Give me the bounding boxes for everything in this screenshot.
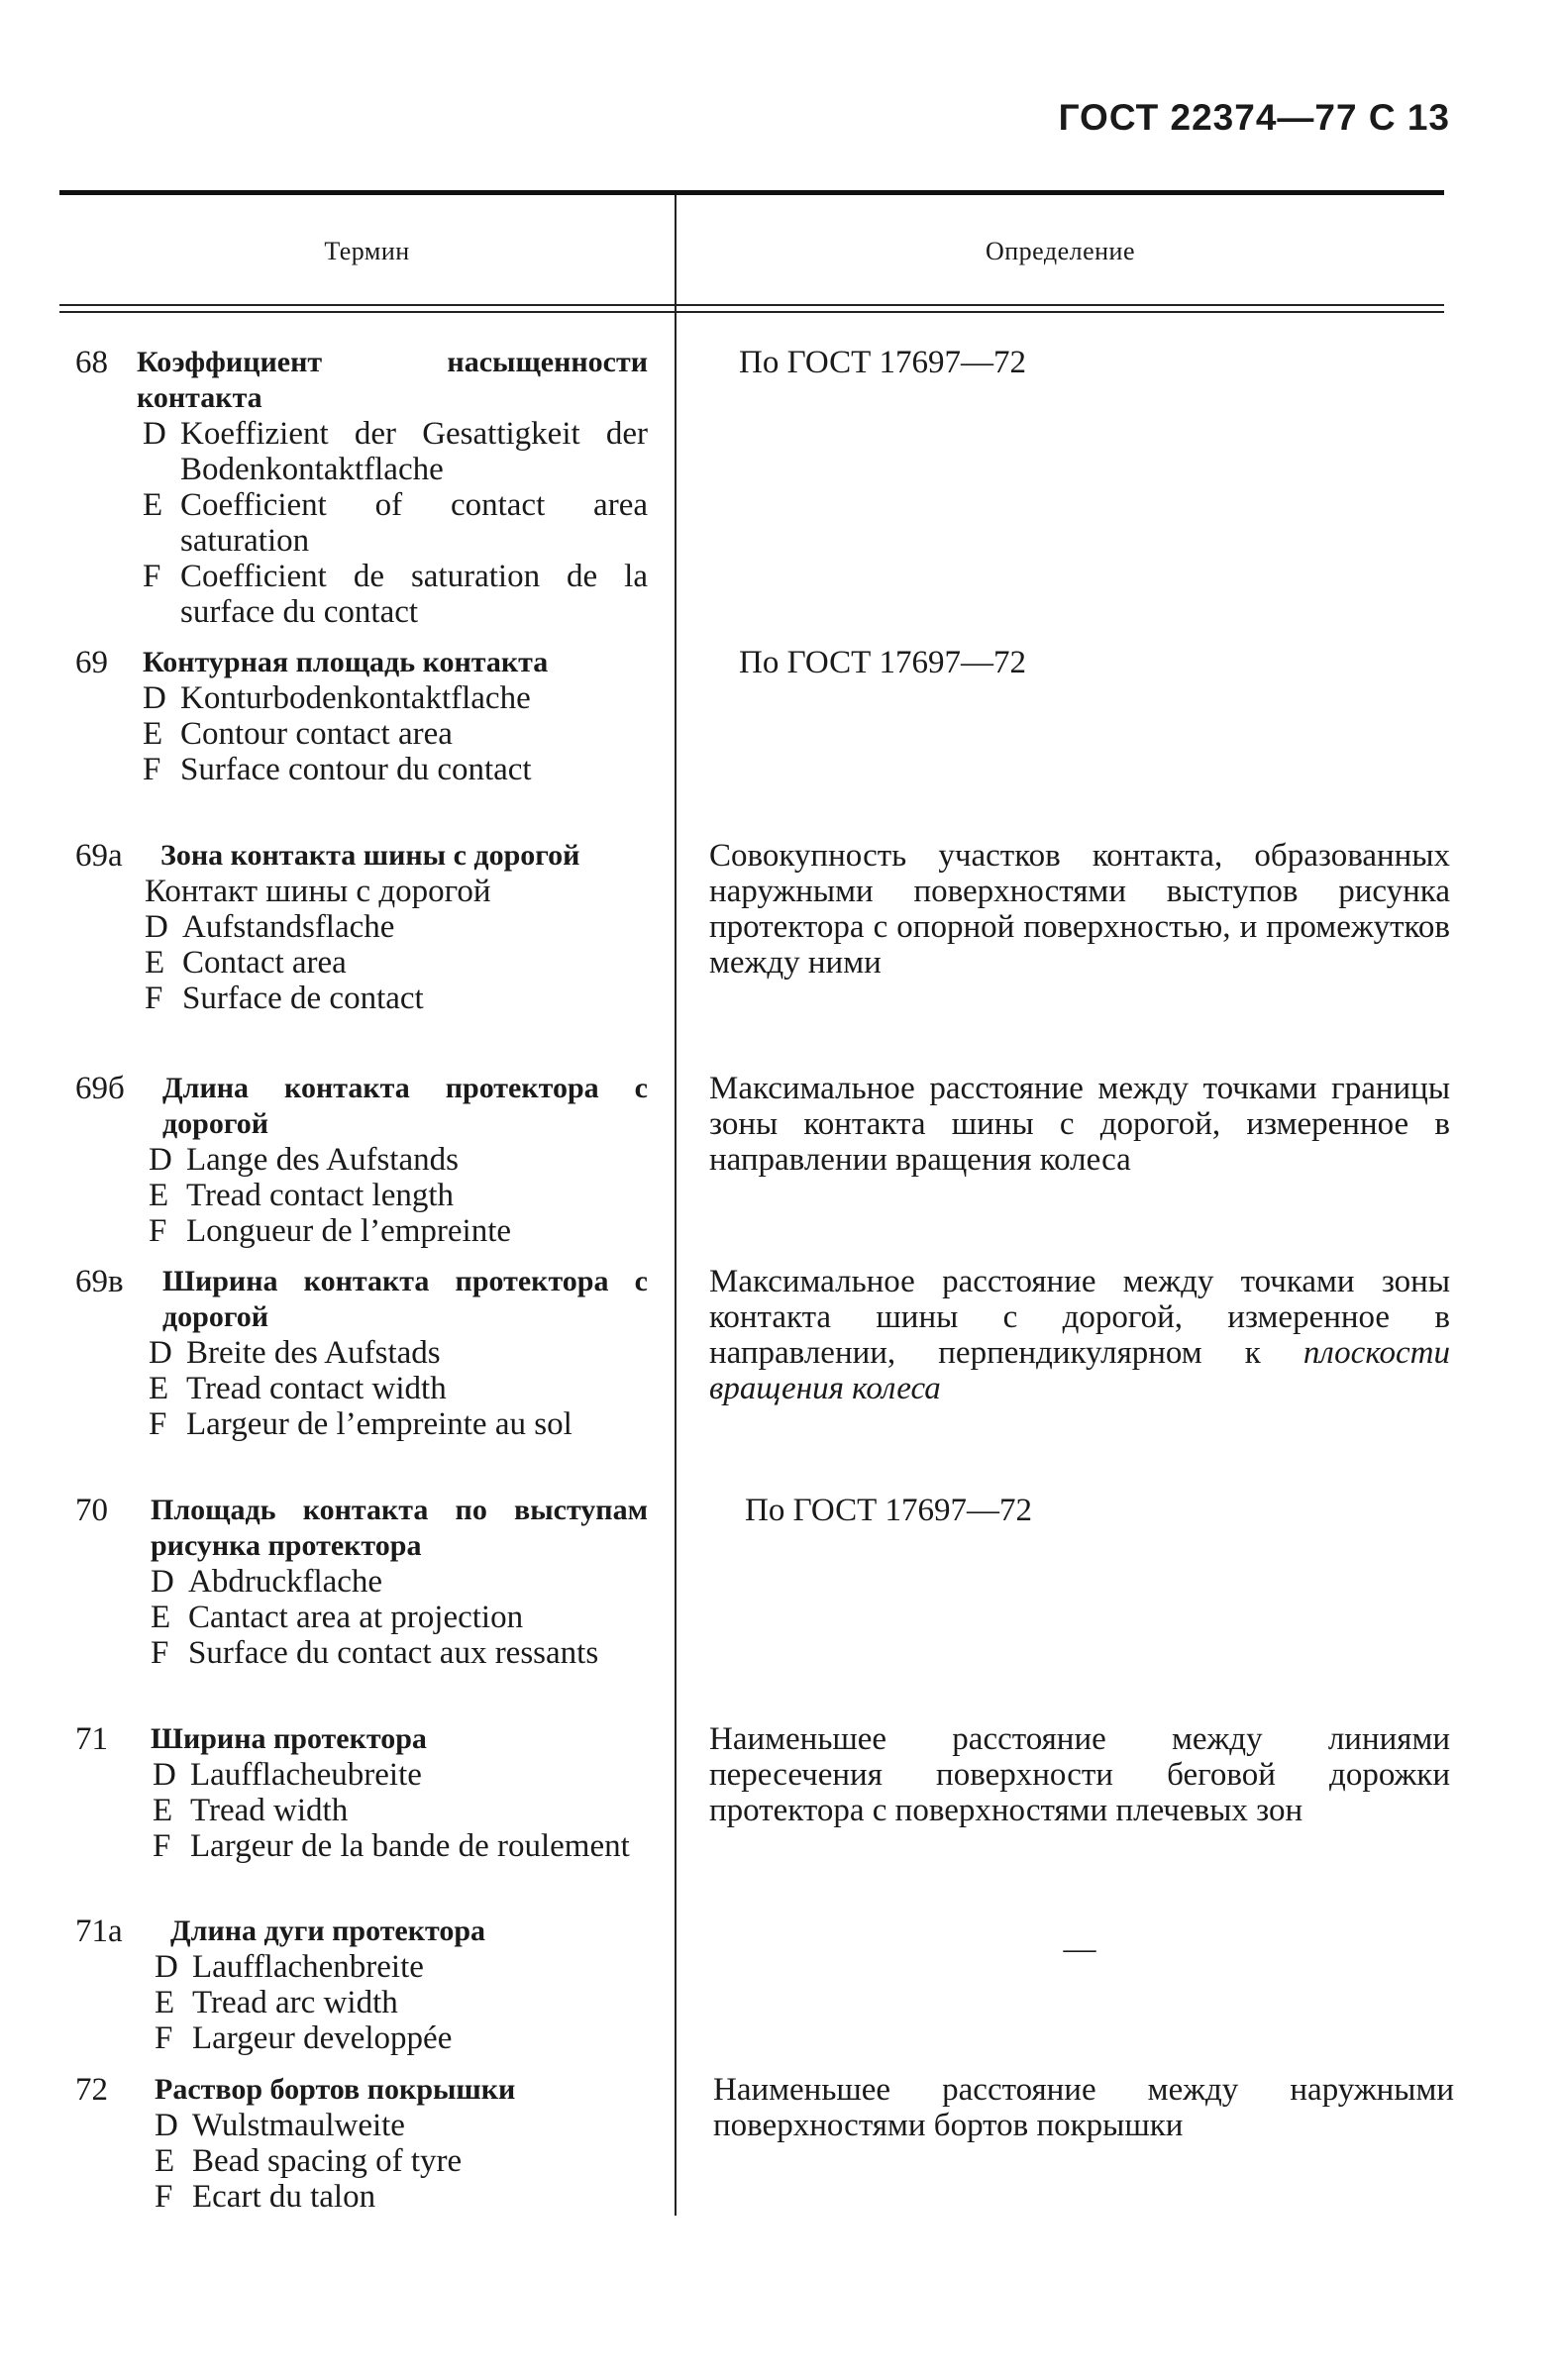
term-cell [75,1264,648,1442]
term-number: 68 [75,345,108,380]
translation-line [149,1371,648,1406]
translation-text: Surface contour du contact [180,752,532,787]
translation-line [143,416,648,487]
term-cell [75,645,648,787]
definition-cell: По ГОСТ 17697—72 [739,345,1026,380]
translation-line [153,1793,648,1828]
lang-code: D [149,1142,172,1178]
translation-text: Aufstandsflache [182,909,395,945]
definition-cell: — [1063,1931,1096,1967]
translation-line [143,716,648,752]
lang-code: E [143,716,163,752]
term-name: Длина дуги протектора [170,1914,486,1947]
lang-code: F [143,559,161,594]
translation-text: Laufflacheubreite [190,1757,422,1793]
translation-text: Breite des Aufstads [186,1335,441,1371]
translation-line [143,487,648,559]
lang-code: D [145,909,168,945]
translation-text: Abdruckflache [188,1564,383,1600]
table-header [59,195,1444,304]
translation-text: Ecart du talon [192,2179,376,2215]
lang-code: D [155,1949,178,1985]
translation-line [155,2143,648,2179]
translation-line [143,559,648,630]
translation-text: Tread width [190,1793,349,1828]
translation-line [149,1142,648,1178]
lang-code: F [155,2179,173,2215]
translation-line [153,1828,648,1864]
term-cell [75,838,648,1016]
translation-text: Tread contact length [186,1178,455,1213]
translation-line [151,1564,648,1600]
translation-line [149,1213,648,1249]
lang-code: E [149,1178,169,1213]
term-name: Коэффициент насыщенности контакта [137,346,648,414]
definition-cell: Совокупность участков контакта, образованных наружными поверхностями выступов рисунка протектора с опорной поверхностью, и промежутков между ними [709,838,1450,981]
lang-code: D [155,2108,178,2143]
term-cell [75,1071,648,1249]
translations [155,2108,648,2215]
term-cell [75,2072,648,2215]
column-divider [675,195,677,2216]
translation-line [155,2179,648,2215]
term-number: 71а [75,1914,123,1949]
lang-code: E [155,1985,175,2020]
translation-line [155,1949,648,1985]
lang-code: F [151,1635,169,1671]
term-number: 69в [75,1264,124,1299]
translation-text: Surface du contact aux ressants [188,1635,599,1671]
header-rule [59,311,1444,313]
translation-line [145,945,648,981]
definition-cell: По ГОСТ 17697—72 [739,645,1026,680]
term-synonym: Контакт шины с дорогой [145,874,491,909]
translation-line [143,680,648,716]
term-cell [75,1914,648,2056]
translations [143,416,648,630]
term-cell [75,345,648,630]
lang-code: E [153,1793,173,1828]
translation-text: Largeur de l’empreinte au sol [186,1406,573,1442]
translation-line [149,1178,648,1213]
translation-text: Wulstmaulweite [192,2108,405,2143]
definition-text-italic: плоскости вращения колеса [709,1335,1450,1406]
header-rule [59,304,1444,306]
lang-code: D [153,1757,176,1793]
translations [149,1335,648,1442]
term-name: Зона контакта шины с дорогой [160,839,580,872]
definition-cell: Наименьшее расстояние между наружными поверхностями бортов покрышки [713,2072,1454,2143]
translations [145,874,648,1016]
lang-code: D [143,680,166,716]
term-name: Раствор бортов покрышки [155,2073,516,2106]
lang-code: F [149,1406,167,1442]
term-name: Длина контакта протектора с дорогой [162,1072,648,1140]
term-number: 72 [75,2072,108,2108]
term-number: 69б [75,1071,125,1106]
translations [153,1757,648,1864]
term-name: Площадь контакта по выступам рисунка протектора [151,1494,648,1562]
translation-line [143,752,648,787]
lang-code: E [151,1600,171,1635]
lang-code: D [151,1564,174,1600]
definition-cell [709,1264,1450,1406]
term-cell [75,1721,648,1864]
translation-line [151,1635,648,1671]
lang-code: E [145,945,165,981]
translation-text: Contour contact area [180,716,453,752]
translation-line [155,1985,648,2020]
lang-code: D [143,416,166,452]
lang-code: E [155,2143,175,2179]
translation-text: Largeur de la bande de roulement [190,1828,630,1864]
term-name: Ширина протектора [151,1722,427,1755]
translations [151,1564,648,1671]
definition-cell: По ГОСТ 17697—72 [745,1493,1032,1528]
translations [149,1142,648,1249]
translation-line [145,909,648,945]
translation-text: Contact area [182,945,347,981]
translation-text: Lange des Aufstands [186,1142,459,1178]
term-name: Контурная площадь контакта [143,646,549,678]
translations [155,1949,648,2056]
definition-cell: Максимальное расстояние между точками границы зоны контакта шины с дорогой, измеренное в направлении вращения колеса [709,1071,1450,1178]
term-number: 69а [75,838,123,874]
lang-code: F [145,981,163,1016]
term-number: 71 [75,1721,108,1757]
translation-line [149,1335,648,1371]
translation-text: Cantact area at projection [188,1600,524,1635]
translation-text: Coefficient of contact area saturation [180,487,648,559]
translation-text: Konturbodenkontaktflache [180,680,531,716]
lang-code: D [149,1335,172,1371]
lang-code: F [155,2020,173,2056]
lang-code: F [149,1213,167,1249]
definition-column-header: Определение [985,237,1136,265]
translation-line [151,1600,648,1635]
translation-line [145,981,648,1016]
translation-text: Laufflachenbreite [192,1949,424,1985]
translation-text: Largeur developpée [192,2020,453,2056]
term-cell [75,1493,648,1671]
lang-code: E [143,487,163,523]
definition-text: Максимальное расстояние между точками зоны контакта шины с дорогой, измеренное в направлении, перпендикулярном к [709,1264,1450,1371]
translation-text: Coefficient de saturation de la surface du contact [180,559,648,630]
translation-text: Tread contact width [186,1371,447,1406]
translation-text: Longueur de l’empreinte [186,1213,512,1249]
definition-cell: Наименьшее расстояние между линиями пересечения поверхности беговой дорожки протектора с поверхностями плечевых зон [709,1721,1450,1828]
translation-line [155,2020,648,2056]
translation-line [153,1757,648,1793]
term-column-header: Термин [324,237,410,265]
term-number: 70 [75,1493,108,1528]
term-number: 69 [75,645,108,680]
translation-text: Koeffizient der Gesattigkeit der Bodenkontaktflache [180,416,648,487]
translations [143,680,648,787]
lang-code: F [143,752,161,787]
page-header: ГОСТ 22374—77 С 13 [1058,97,1450,138]
lang-code: F [153,1828,171,1864]
translation-text: Surface de contact [182,981,424,1016]
translation-text: Tread arc width [192,1985,398,2020]
translation-line [149,1406,648,1442]
translation-text: Bead spacing of tyre [192,2143,463,2179]
term-name: Ширина контакта протектора с дорогой [162,1265,648,1333]
translation-line [155,2108,648,2143]
lang-code: E [149,1371,169,1406]
